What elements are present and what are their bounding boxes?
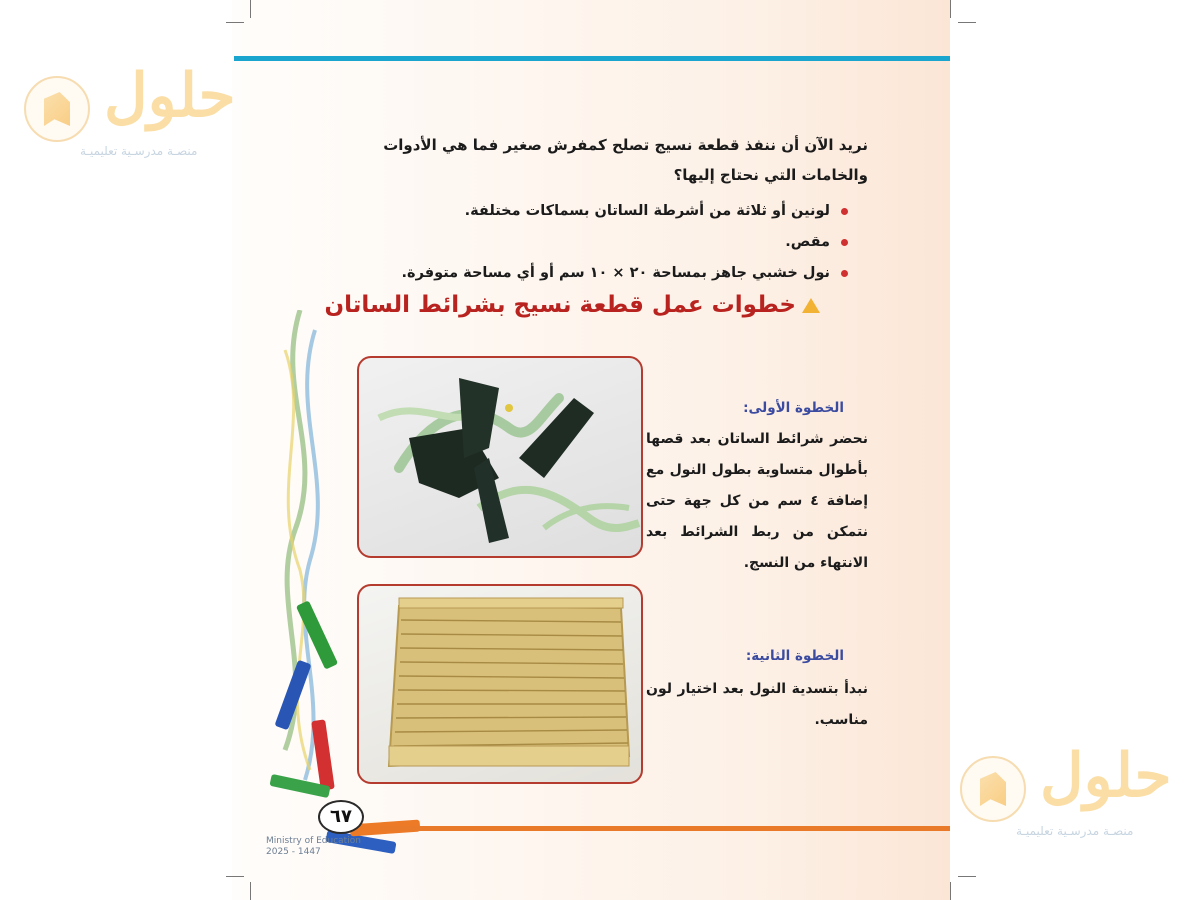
loom-photo (357, 584, 643, 784)
materials-list (348, 196, 848, 289)
ribbons-illustration (359, 358, 641, 556)
crop-mark (950, 882, 951, 900)
list-item: مقص. (348, 227, 848, 258)
bullet-icon (841, 270, 848, 277)
bottom-rule (380, 826, 950, 831)
crop-mark (958, 876, 976, 877)
step-one-heading: الخطوة الأولى: (743, 400, 844, 416)
decorative-ribbons (255, 310, 355, 810)
step-one-text: نحضر شرائط الساتان بعد قصها بأطوال متساوية بطول النول مع إضافة ٤ سم من كل جهة حتى نتمكن من ربط الشرائط بعد الانتهاء من النسج. (646, 431, 868, 571)
warning-triangle-icon (802, 298, 820, 313)
top-rule (234, 56, 950, 61)
ministry-logo-text: Ministry of Education 2025 - 1447 (266, 836, 361, 857)
crop-mark (250, 0, 251, 18)
crop-mark (958, 22, 976, 23)
bullet-icon (841, 239, 848, 246)
crop-mark (950, 0, 951, 18)
bullet-icon (841, 208, 848, 215)
page-number: ٦٧ (318, 800, 364, 834)
section-title: خطوات عمل قطعة نسيج بشرائط الساتان (325, 292, 820, 318)
ribbons-photo (357, 356, 643, 558)
intro-paragraph: نريد الآن أن ننفذ قطعة نسيج تصلح كمفرش صغير فما هي الأدوات والخامات التي نحتاج إليها؟ (383, 136, 868, 184)
watermark-logo: حلول منصـة مدرسـية تعليميـة (24, 60, 244, 170)
book-icon (980, 772, 1006, 806)
crop-mark (250, 882, 251, 900)
book-icon (44, 92, 70, 126)
crop-mark (226, 22, 244, 23)
crop-mark (226, 876, 244, 877)
step-two-text: نبدأ بتسدية النول بعد اختيار لون مناسب. (646, 681, 868, 728)
watermark-logo: حلول منصـة مدرسـية تعليميـة (960, 740, 1180, 850)
list-item: لونين أو ثلاثة من أشرطة الساتان بسماكات مختلفة. (348, 196, 848, 227)
step-two-heading: الخطوة الثانية: (745, 648, 844, 664)
loom-illustration (359, 586, 641, 782)
list-item: نول خشبي جاهز بمساحة ٢٠ × ١٠ سم أو أي مساحة متوفرة. (348, 258, 848, 289)
